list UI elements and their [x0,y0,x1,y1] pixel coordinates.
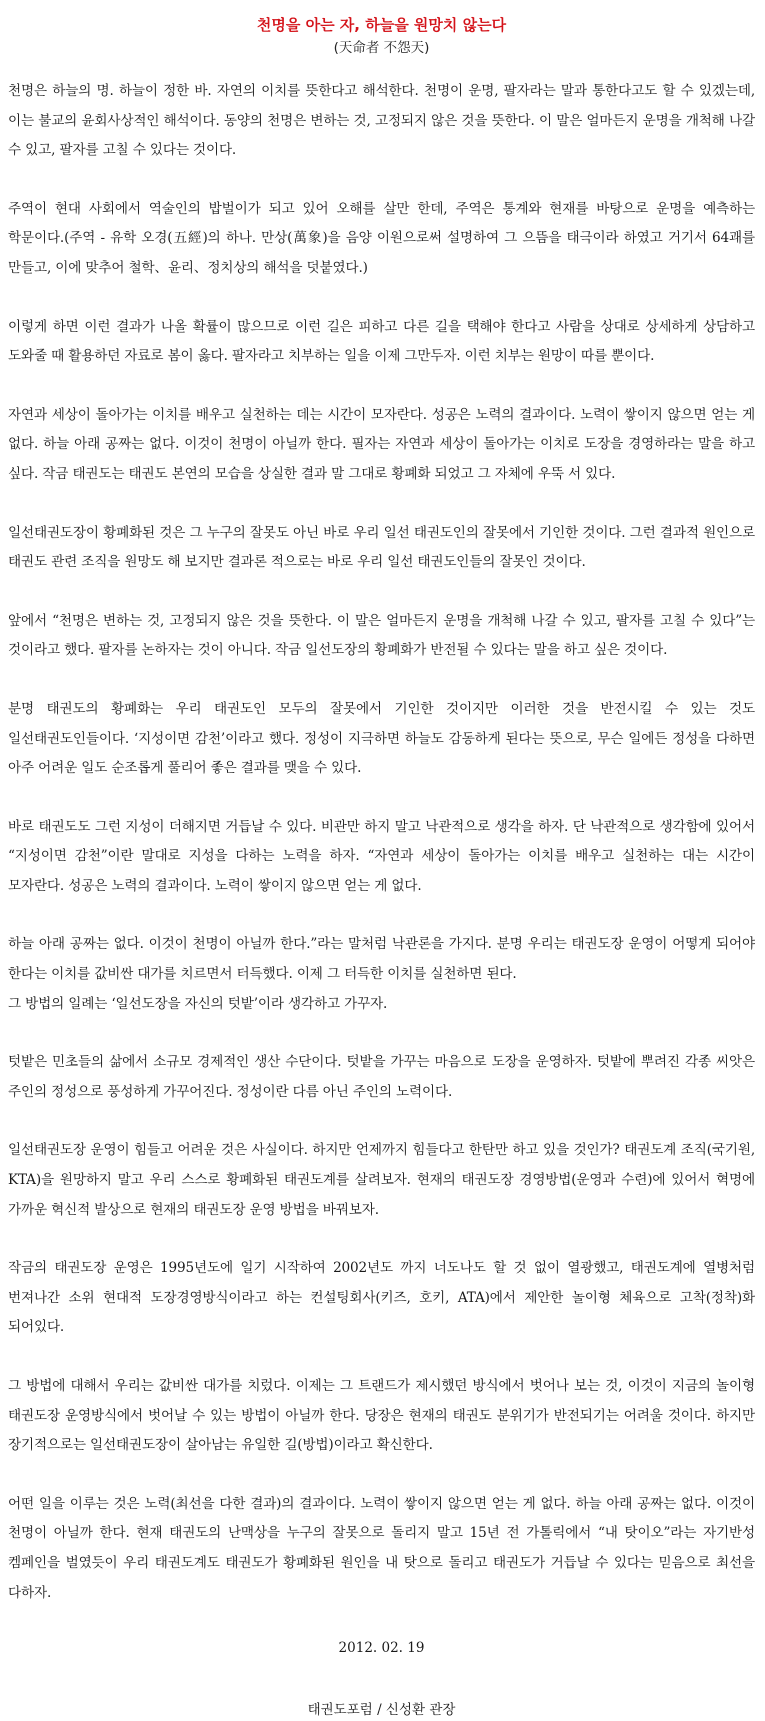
paragraph: 분명 태권도의 황폐화는 우리 태권도인 모두의 잘못에서 기인한 것이지만 이러한 것을 반전시킬 수 있는 것도 일선태권도인들이다. ‘지성이면 감천’이라고 했다. 정성이 지극하면 하늘도 감동하게 된다는 뜻으로, 무슨 일에든 정성을 다하면 아주 어려운 일도 순조롭게 풀리어 좋은 결과를 맺을 수 있다. [8,700,755,777]
paragraph: 텃밭은 민초들의 삶에서 소규모 경제적인 생산 수단이다. 텃밭을 가꾸는 마음으로 도장을 운영하자. 텃밭에 뿌려진 각종 씨앗은 주인의 정성으로 풍성하게 가꾸어진다. 정성이란 다름 아닌 주인의 노력이다. [8,1054,755,1100]
paragraph: 작금의 태권도장 운영은 1995년도에 일기 시작하여 2002년도 까지 너도나도 할 것 없이 열광했고, 태권도계에 열병처럼 번져나간 소위 현대적 도장경영방식이라고 하는 컨설팅회사(키즈, 호키, ATA)에서 제안한 놀이형 체육으로 고착(정착)화 되어있다. [8,1260,755,1336]
article-date: 2012. 02. 19 [338,1640,425,1657]
article-subtitle: (天命者 不怨天) [333,40,430,56]
paragraph: 하늘 아래 공짜는 없다. 이것이 천명이 아닐까 한다.”라는 말처럼 낙관론을 가지다. 분명 우리는 태권도장 운영이 어떻게 되어야 한다는 이치를 값비싼 대가를 치르면서 터득했다. 이제 그 터득한 이치를 실천하면 된다. [8,936,755,983]
paragraph: 그 방법에 대해서 우리는 값비싼 대가를 치렀다. 이제는 그 트랜드가 제시했던 방식에서 벗어나 보는 것, 이것이 지금의 놀이형 태권도장 운영방식에서 벗어날 수 있는 방법이 아닐까 한다. 당장은 현재의 태권도 분위기가 반전되기는 어려울 것이다. 하지만 장기적으로는 일선태권도장이 살아남는 유일한 길(방법)이라고 확신한다. [8,1378,755,1454]
paragraph: 이렇게 하면 이런 결과가 나올 확률이 많으므로 이런 길은 피하고 다른 길을 택해야 한다고 사람을 상대로 상세하게 상담하고 도와줄 때 활용하던 자료로 봄이 옳다. 팔자라고 치부하는 일을 이제 그만두자. 이런 치부는 원망이 따를 뿐이다. [8,318,755,365]
article-title: 천명을 아는 자, 하늘을 원망치 않는다 [256,16,507,34]
article-body [8,77,755,1608]
paragraph: 일선태권도장이 황폐화된 것은 그 누구의 잘못도 아닌 바로 우리 일선 태권도인의 잘못에서 기인한 것이다. 그런 결과적 원인으로 태권도 관련 조직을 원망도 해 보지만 결과론 적으로는 바로 우리 일선 태권도인들의 잘못인 것이다. [8,524,755,571]
paragraph: 어떤 일을 이루는 것은 노력(최선을 다한 결과)의 결과이다. 노력이 쌓이지 않으면 얻는 게 없다. 하늘 아래 공짜는 없다. 이것이 천명이 아닐까 한다. 현재 태권도의 난맥상을 누구의 잘못으로 돌리지 말고 15년 전 가톨릭에서 “내 탓이오”라는 자기반성 켐페인을 벌였듯이 우리 태권도계도 태권도가 황폐화된 원인을 내 탓으로 돌리고 태권도가 거듭날 수 있다는 믿음으로 최선을 다하자. [8,1495,755,1601]
author-signature: 태권도포럼 / 신성환 관장 [307,1702,456,1719]
paragraph: 주역이 현대 사회에서 역술인의 밥벌이가 되고 있어 오해를 살만 한데, 주역은 통계와 현재를 바탕으로 운명을 예측하는 학문이다.(주역 - 유학 오경(五經)의 하나. 만상(萬象)을 음양 이원으로써 설명하여 그 으뜸을 태극이라 하였고 거기서 64괘를 만들고, 이에 맞추어 철학、윤리、정치상의 해석을 덧붙였다.) [8,200,755,276]
paragraph: 천명은 하늘의 명. 하늘이 정한 바. 자연의 이치를 뜻한다고 해석한다. 천명이 운명, 팔자라는 말과 통한다고도 할 수 있겠는데, 이는 불교의 윤회사상적인 해석이다. 동양의 천명은 변하는 것, 고정되지 않은 것을 뜻한다. 이 말은 얼마든지 운명을 개척해 나갈 수 있고, 팔자를 고칠 수 있다는 것이다. [8,83,755,159]
paragraph: 앞에서 “천명은 변하는 것, 고정되지 않은 것을 뜻한다. 이 말은 얼마든지 운명을 개척해 나갈 수 있고, 팔자를 고칠 수 있다”는 것이라고 했다. 팔자를 논하자는 것이 아니다. 작금 일선도장의 황폐화가 반전될 수 있다는 말을 하고 싶은 것이다. [8,612,755,659]
paragraph: 바로 태권도도 그런 지성이 더해지면 거듭날 수 있다. 비관만 하지 말고 낙관적으로 생각을 하자. 단 낙관적으로 생각함에 있어서 “지성이면 감천”이란 말대로 지성을 다하는 노력을 하자. “자연과 세상이 돌아가는 이치를 배우고 실천하는 대는 시간이 모자란다. 성공은 노력의 결과이다. 노력이 쌓이지 않으면 얻는 게 없다. [8,818,755,894]
paragraph: 그 방법의 일례는 ‘일선도장을 자신의 텃밭’이라 생각하고 가꾸자. [8,995,388,1012]
paragraph: 일선태권도장 운영이 힘들고 어려운 것은 사실이다. 하지만 언제까지 힘들다고 한탄만 하고 있을 것인가? 태권도계 조직(국기원, KTA)을 원망하지 말고 우리 스스로 황폐화된 태권도계를 살려보자. 현재의 태권도장 경영방법(운영과 수련)에 있어서 혁명에 가까운 혁신적 발상으로 현재의 태권도장 운영 방법을 바꿔보자. [8,1142,755,1218]
paragraph: 자연과 세상이 돌아가는 이치를 배우고 실천하는 데는 시간이 모자란다. 성공은 노력의 결과이다. 노력이 쌓이지 않으면 얻는 게 없다. 하늘 아래 공짜는 없다. 이것이 천명이 아닐까 한다. 필자는 자연과 세상이 돌아가는 이치로 도장을 경영하라는 말을 하고 싶다. 작금 태권도는 태권도 본연의 모습을 상실한 결과 말 그대로 황폐화 되었고 그 자체에 우뚝 서 있다. [8,406,755,482]
